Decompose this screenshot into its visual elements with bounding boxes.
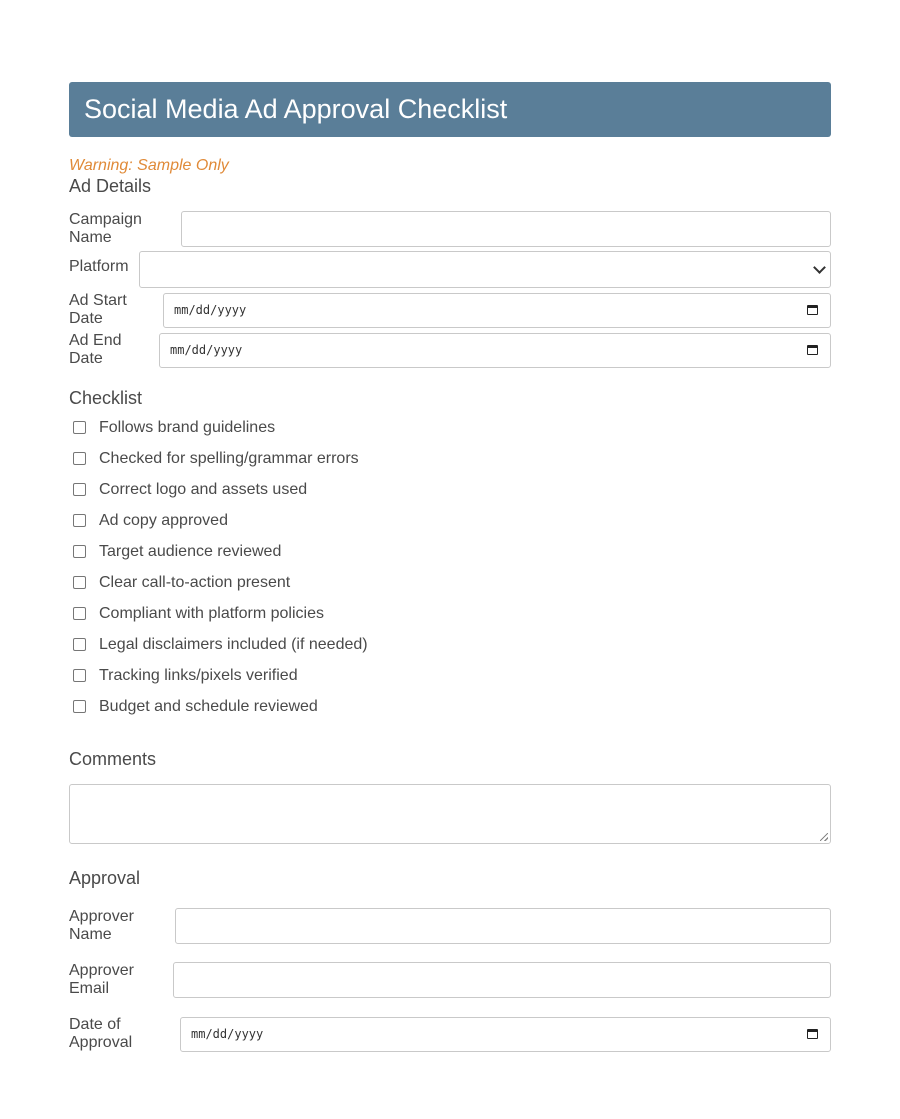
ad-start-date-input[interactable] [163, 293, 831, 328]
checklist-item[interactable] [69, 598, 831, 629]
checklist-item-label: Budget and schedule reviewed [99, 697, 318, 715]
ad-details-heading: Ad Details [69, 176, 152, 196]
platform-row [69, 251, 831, 288]
approval-date-input[interactable] [180, 1017, 831, 1052]
ad-start-date-label: Ad Start Date [69, 292, 127, 327]
checkbox[interactable] [73, 669, 86, 682]
ad-start-date-placeholder: mm/dd/yyyy [174, 303, 247, 317]
checkbox[interactable] [73, 545, 86, 558]
warning-text: Warning: Sample Only [69, 157, 229, 174]
approver-name-row [69, 908, 831, 944]
checklist-item-label: Ad copy approved [99, 511, 228, 529]
calendar-icon[interactable] [807, 345, 818, 355]
approver-email-row [69, 962, 831, 998]
checklist [69, 412, 831, 722]
checklist-item[interactable] [69, 691, 831, 722]
comments-textarea[interactable] [69, 784, 831, 844]
ad-start-date-row [69, 292, 831, 328]
ad-end-date-placeholder: mm/dd/yyyy [170, 343, 243, 357]
approval-date-label: Date of Approval [69, 1016, 133, 1051]
chevron-down-icon [813, 261, 826, 274]
checkbox[interactable] [73, 607, 86, 620]
checkbox[interactable] [73, 638, 86, 651]
checklist-item-label: Compliant with platform policies [99, 604, 324, 622]
form-container [69, 82, 831, 1052]
approval-heading: Approval [69, 868, 141, 888]
platform-label: Platform [69, 258, 129, 275]
approver-email-input[interactable] [173, 962, 831, 998]
checklist-item[interactable] [69, 474, 831, 505]
checkbox[interactable] [73, 514, 86, 527]
ad-end-date-input[interactable] [159, 333, 831, 368]
checklist-item[interactable] [69, 567, 831, 598]
checklist-item-label: Checked for spelling/grammar errors [99, 449, 359, 467]
calendar-icon[interactable] [807, 305, 818, 315]
checklist-item[interactable] [69, 536, 831, 567]
ad-end-date-row [69, 332, 831, 368]
comments-heading: Comments [69, 749, 157, 769]
checklist-item[interactable] [69, 629, 831, 660]
checkbox[interactable] [73, 700, 86, 713]
header-banner [69, 82, 831, 137]
checklist-item[interactable] [69, 412, 831, 443]
calendar-icon[interactable] [807, 1029, 818, 1039]
approval-date-row [69, 1016, 831, 1052]
platform-select[interactable] [139, 251, 831, 288]
checklist-item-label: Legal disclaimers included (if needed) [99, 635, 368, 653]
ad-end-date-label: Ad End Date [69, 332, 122, 367]
checklist-item-label: Follows brand guidelines [99, 418, 276, 436]
campaign-name-input[interactable] [181, 211, 831, 247]
approver-name-input[interactable] [175, 908, 831, 944]
checklist-item-label: Tracking links/pixels verified [99, 666, 298, 684]
checklist-item-label: Target audience reviewed [99, 542, 282, 560]
page-title: Social Media Ad Approval Checklist [84, 94, 508, 124]
checklist-item[interactable] [69, 505, 831, 536]
checkbox[interactable] [73, 483, 86, 496]
checkbox[interactable] [73, 576, 86, 589]
checkbox[interactable] [73, 421, 86, 434]
approver-email-label: Approver Email [69, 962, 134, 997]
resize-handle-icon[interactable] [820, 833, 828, 841]
checklist-item[interactable] [69, 660, 831, 691]
checklist-item[interactable] [69, 443, 831, 474]
campaign-name-label: Campaign Name [69, 211, 142, 246]
checklist-item-label: Correct logo and assets used [99, 480, 308, 498]
approver-name-label: Approver Name [69, 908, 134, 943]
approval-date-placeholder: mm/dd/yyyy [191, 1027, 264, 1041]
checklist-heading: Checklist [69, 388, 143, 408]
campaign-name-row [69, 211, 831, 247]
checkbox[interactable] [73, 452, 86, 465]
checklist-item-label: Clear call-to-action present [99, 573, 291, 591]
